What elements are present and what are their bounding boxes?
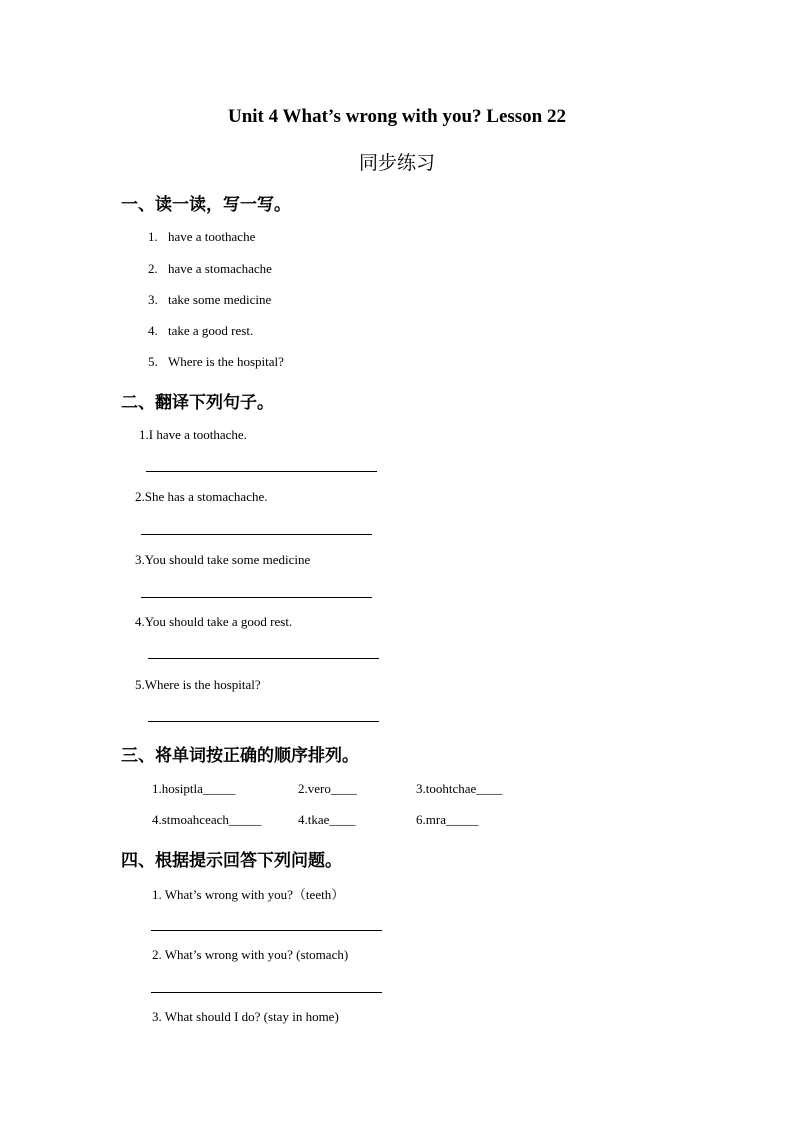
list-item [148, 261, 272, 277]
list-item-text: have a stomachache [168, 261, 272, 276]
list-item-number: 3. [148, 292, 158, 307]
scrambled-word: 6.mra_____ [416, 812, 479, 827]
answer-line[interactable] [148, 658, 379, 659]
list-item-number: 4. [148, 323, 158, 338]
list-item-text: take a good rest. [168, 323, 254, 338]
question-prompt: 1. What’s wrong with you?（teeth） [152, 887, 345, 902]
list-item-number: 1. [148, 229, 158, 244]
section-4-heading: 四、根据提示回答下列问题。 [121, 851, 342, 871]
scrambled-word: 2.vero____ [298, 781, 357, 796]
question-prompt: 2. What’s wrong with you? (stomach) [152, 947, 349, 962]
list-item [148, 229, 255, 245]
sentence-prompt: 3.You should take some medicine [135, 552, 311, 567]
list-item-number: 2. [148, 261, 158, 276]
sentence-prompt: 1.I have a toothache. [139, 427, 247, 442]
scrambled-word: 3.toohtchae____ [416, 781, 503, 796]
sentence-prompt: 4.You should take a good rest. [135, 614, 293, 629]
list-item-number: 5. [148, 354, 158, 369]
answer-line[interactable] [151, 992, 382, 993]
list-item-text: have a toothache [168, 229, 256, 244]
list-item-text: Where is the hospital? [168, 354, 284, 369]
answer-line[interactable] [151, 930, 382, 931]
list-item [148, 354, 284, 370]
scrambled-word: 1.hosiptla_____ [152, 781, 236, 796]
answer-line[interactable] [146, 471, 377, 472]
section-1-heading: 一、读一读，写一写。 [121, 195, 291, 215]
list-item [148, 292, 271, 308]
section-3-heading: 三、将单词按正确的顺序排列。 [121, 746, 359, 766]
section-2-heading: 二、翻译下列句子。 [121, 393, 274, 413]
answer-line[interactable] [141, 597, 372, 598]
page-subtitle: 同步练习 [358, 152, 435, 174]
question-prompt: 3. What should I do? (stay in home) [152, 1009, 339, 1024]
list-item-text: take some medicine [168, 292, 272, 307]
sentence-prompt: 5.Where is the hospital? [135, 677, 261, 692]
list-item [148, 323, 253, 339]
page-title: Unit 4 What’s wrong with you? Lesson 22 [227, 106, 566, 127]
answer-line[interactable] [148, 721, 379, 722]
answer-line[interactable] [141, 534, 372, 535]
scrambled-word: 4.tkae____ [298, 812, 356, 827]
scrambled-word: 4.stmoahceach_____ [152, 812, 262, 827]
sentence-prompt: 2.She has a stomachache. [135, 489, 268, 504]
